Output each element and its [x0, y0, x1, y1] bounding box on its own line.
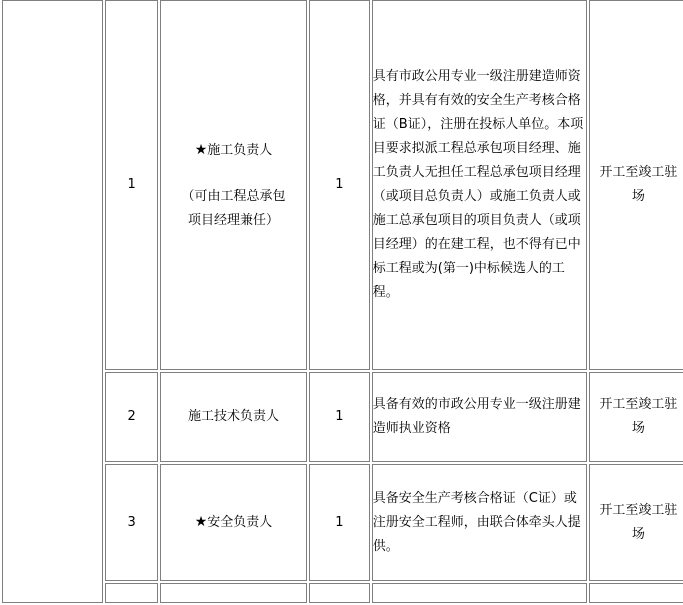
- role-title: [161, 405, 306, 429]
- role-title: [161, 138, 306, 163]
- duration-cell: [589, 0, 683, 370]
- quantity-cell: 1: [309, 372, 370, 462]
- empty-cell: [160, 583, 307, 603]
- role-name: 施工技术负责人: [188, 409, 280, 424]
- empty-cell: [589, 583, 683, 603]
- table-row: [2, 0, 683, 370]
- role-name: 安全负责人: [207, 515, 273, 530]
- empty-cell: [372, 583, 587, 603]
- star-icon: ★: [194, 514, 208, 530]
- duration-text: 开工至竣工驻场: [599, 165, 678, 204]
- role-note: （可由工程总承包项目经理兼任）: [181, 188, 286, 228]
- merged-blank-cell: [2, 0, 103, 603]
- quantity-cell: 1: [309, 464, 370, 581]
- duration-text: 开工至竣工驻场: [599, 502, 678, 542]
- table-row: [2, 583, 683, 603]
- duration-cell: [589, 372, 683, 462]
- duration-cell: [589, 464, 683, 581]
- empty-cell: [309, 583, 370, 603]
- table-row: [2, 372, 683, 462]
- role-title: [161, 510, 306, 535]
- role-cell: [160, 0, 307, 370]
- requirement-cell: 具有市政公用专业一级注册建造师资格，并具有有效的安全生产考核合格证（B证），注册在投标人单位。本项目要求拟派工程总承包项目经理、施工负责人无担任工程总承包项目经理（或项目总负责人）或施工负责人或施工总承包项目的项目负责人（或项目经理）的在建工程，也不得有已中标工程或为(第一)中标候选人的工程。: [372, 0, 587, 370]
- empty-cell: [105, 583, 158, 603]
- requirement-cell: 具备安全生产考核合格证（C证）或注册安全工程师，由联合体牵头人提供。: [372, 464, 587, 581]
- row-number-cell: 1: [105, 0, 158, 370]
- requirement-cell: 具备有效的市政公用专业一级注册建造师执业资格: [372, 372, 587, 462]
- duration-text: 开工至竣工驻场: [599, 397, 678, 436]
- role-cell: [160, 372, 307, 462]
- spacer: [161, 163, 306, 185]
- role-name: 施工负责人: [207, 142, 273, 158]
- row-number-cell: 2: [105, 372, 158, 462]
- star-icon: ★: [194, 141, 208, 158]
- table-row: [2, 464, 683, 581]
- quantity-cell: 1: [309, 0, 370, 370]
- role-cell: [160, 464, 307, 581]
- row-number-cell: 3: [105, 464, 158, 581]
